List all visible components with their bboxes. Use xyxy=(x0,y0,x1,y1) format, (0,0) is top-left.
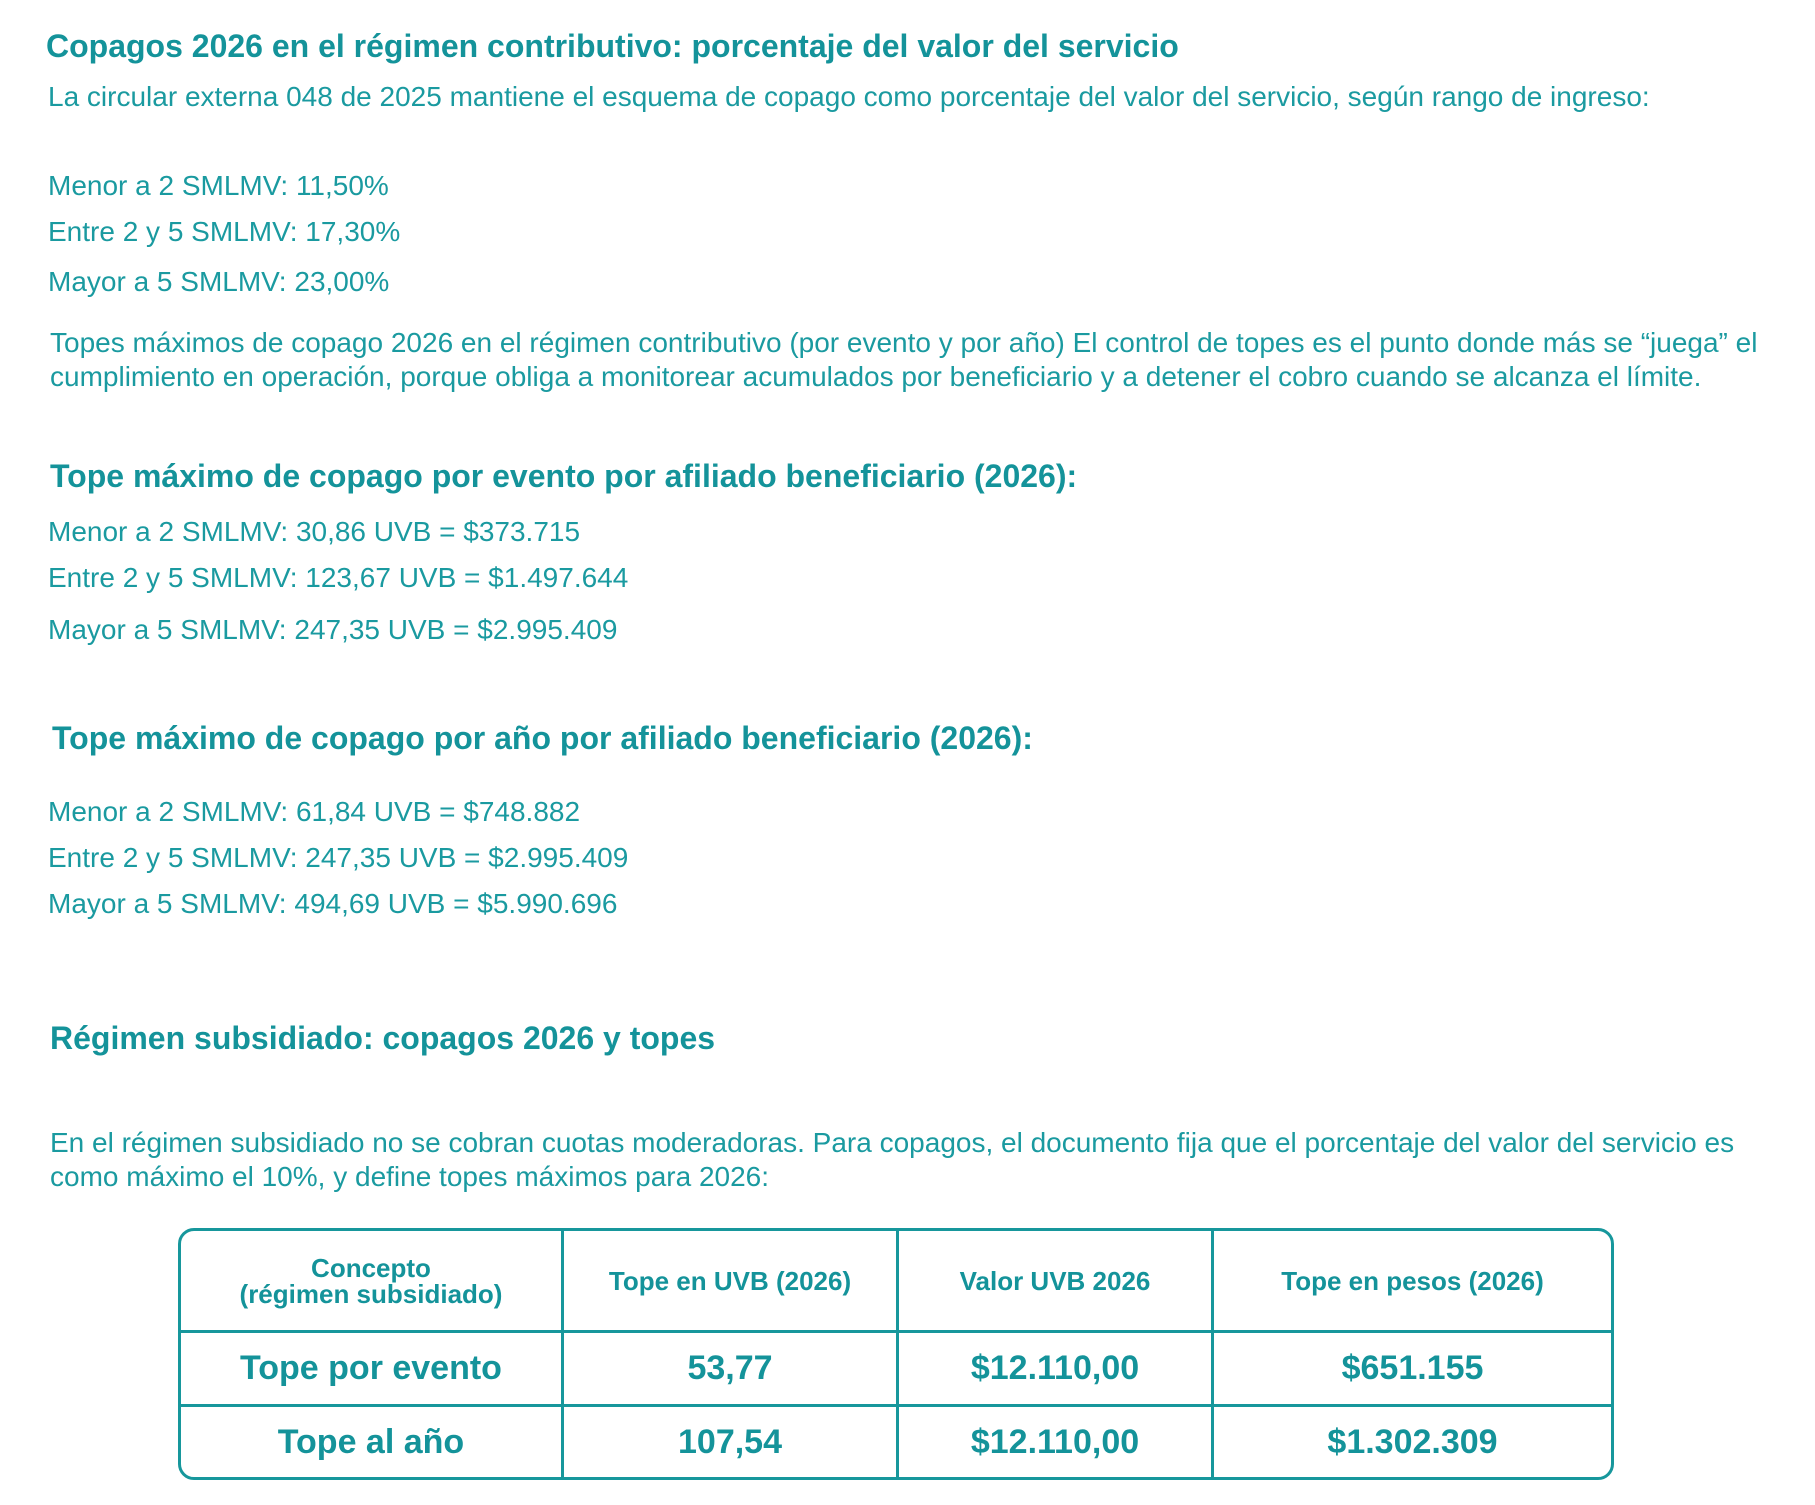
evento-title: Tope máximo de copago por evento por afiliado beneficiario (2026): xyxy=(50,458,1078,494)
table-header-tope-pesos: Tope en pesos (2026) xyxy=(1281,1265,1544,1296)
percentage-item: Mayor a 5 SMLMV: 23,00% xyxy=(48,266,390,297)
percentage-item: Entre 2 y 5 SMLMV: 17,30% xyxy=(48,216,401,247)
table-cell: $12.110,00 xyxy=(970,1422,1140,1461)
subsidiado-title: Régimen subsidiado: copagos 2026 y topes xyxy=(50,1020,716,1056)
table-cell: Tope por evento xyxy=(240,1349,502,1387)
table-cell: $1.302.309 xyxy=(1327,1422,1498,1461)
header-concepto-line1: Concepto xyxy=(311,1252,431,1283)
evento-item: Menor a 2 SMLMV: 30,86 UVB = $373.715 xyxy=(48,516,581,547)
table-cell: $651.155 xyxy=(1341,1349,1484,1387)
header-concepto-line2: (régimen subsidiado) xyxy=(239,1278,503,1309)
evento-item: Entre 2 y 5 SMLMV: 123,67 UVB = $1.497.644 xyxy=(48,562,629,593)
topes-paragraph: Topes máximos de copago 2026 en el régimen contributivo (por evento y por año) El control de topes es el punto donde más se “juega” el cumplimiento en operación, porque obliga a monitorear acumulados por beneficiario y a detener el cobro cuando se alcanza el límite. xyxy=(50,327,1758,392)
contributivo-intro: La circular externa 048 de 2025 mantiene el esquema de copago como porcentaje del valor del servicio, según rango de ingreso: xyxy=(48,81,1650,112)
table-header-tope-uvb: Tope en UVB (2026) xyxy=(608,1265,852,1296)
evento-item: Mayor a 5 SMLMV: 247,35 UVB = $2.995.409 xyxy=(48,614,618,645)
table-cell: Tope al año xyxy=(277,1422,465,1461)
anio-item: Menor a 2 SMLMV: 61,84 UVB = $748.882 xyxy=(48,796,581,827)
subsidiado-table xyxy=(178,1228,1614,1480)
table-header-valor-uvb: Valor UVB 2026 xyxy=(959,1265,1151,1296)
contributivo-title: Copagos 2026 en el régimen contributivo: porcentaje del valor del servicio xyxy=(46,28,1179,64)
percentage-item: Menor a 2 SMLMV: 11,50% xyxy=(48,170,389,201)
subsidiado-paragraph: En el régimen subsidiado no se cobran cuotas moderadoras. Para copagos, el documento fija que el porcentaje del valor del servicio es como máximo el 10%, y define topes máximos para 2026: xyxy=(50,1127,1735,1192)
table-header-concepto xyxy=(181,1231,561,1330)
table-cell: 107,54 xyxy=(678,1422,782,1461)
anio-item: Mayor a 5 SMLMV: 494,69 UVB = $5.990.696 xyxy=(48,888,618,919)
table-cell: $12.110,00 xyxy=(970,1349,1140,1387)
anio-item: Entre 2 y 5 SMLMV: 247,35 UVB = $2.995.409 xyxy=(48,842,629,873)
table-cell: 53,77 xyxy=(687,1349,773,1387)
anio-title: Tope máximo de copago por año por afiliado beneficiario (2026): xyxy=(52,720,1033,756)
